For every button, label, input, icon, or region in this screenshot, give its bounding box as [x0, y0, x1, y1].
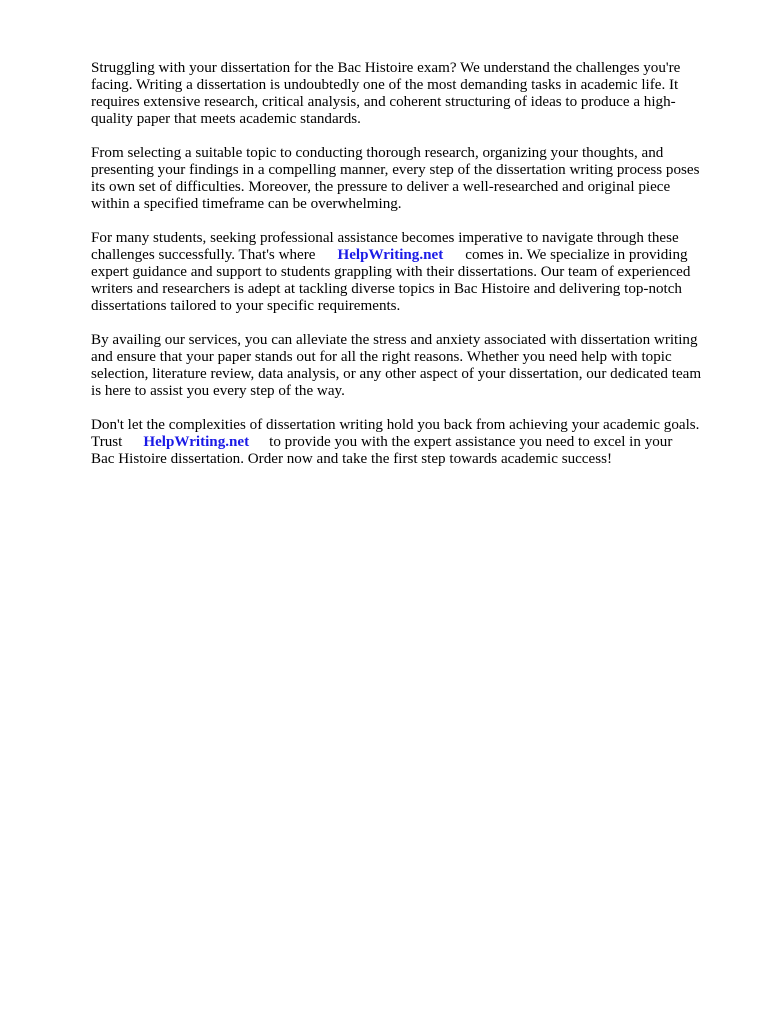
text-line: requires extensive research, critical analysis, and coherent structuring of ideas to produce a high- [91, 94, 676, 111]
document-page [91, 60, 731, 484]
text-segment: Trust [91, 433, 123, 450]
text-line: selection, literature review, data analysis, or any other aspect of your dissertation, our dedicated team [91, 365, 702, 382]
text-line: Bac Histoire dissertation. Order now and take the first step towards academic success! [91, 450, 612, 467]
text-line: writers and researchers is adept at tackling diverse topics in Bac Histoire and delivering top-notch [91, 281, 682, 298]
text-line: Don't let the complexities of dissertation writing hold you back from achieving your academic goals. [91, 416, 700, 433]
text-segment: to provide you with the expert assistance you need to excel in your [269, 433, 673, 450]
text-line-with-link [91, 247, 731, 264]
paragraph-services [91, 332, 731, 400]
text-line: Struggling with your dissertation for the Bac Histoire exam? We understand the challenges you're [91, 60, 681, 76]
text-line: is here to assist you every step of the way. [91, 383, 345, 399]
text-line-with-link [91, 434, 731, 451]
text-segment: comes in. We specialize in providing [465, 246, 688, 263]
text-line: From selecting a suitable topic to conducting thorough research, organizing your thoughts, and [91, 144, 664, 161]
paragraph-assistance [91, 230, 731, 315]
text-segment: challenges successfully. That's where [91, 246, 316, 263]
text-line: facing. Writing a dissertation is undoubtedly one of the most demanding tasks in academic life. It [91, 77, 679, 94]
text-line: quality paper that meets academic standards. [91, 111, 361, 128]
text-line: dissertations tailored to your specific requirements. [91, 298, 401, 315]
paragraph-call-to-action [91, 417, 731, 468]
paragraph-intro [91, 60, 731, 128]
paragraph-challenges [91, 145, 731, 213]
text-line: within a specified timeframe can be overwhelming. [91, 196, 402, 213]
text-line: expert guidance and support to students grappling with their dissertations. Our team of experienced [91, 263, 691, 280]
text-line: its own set of difficulties. Moreover, the pressure to deliver a well-researched and original piece [91, 179, 671, 196]
text-line: For many students, seeking professional assistance becomes imperative to navigate through these [91, 229, 679, 246]
text-line: presenting your findings in a compelling manner, every step of the dissertation writing process poses [91, 161, 700, 178]
helpwriting-link[interactable]: HelpWriting.net [337, 246, 444, 263]
text-line: By availing our services, you can alleviate the stress and anxiety associated with dissertation writing [91, 331, 698, 348]
helpwriting-link[interactable]: HelpWriting.net [143, 433, 250, 450]
text-line: and ensure that your paper stands out for all the right reasons. Whether you need help with topic [91, 348, 672, 365]
